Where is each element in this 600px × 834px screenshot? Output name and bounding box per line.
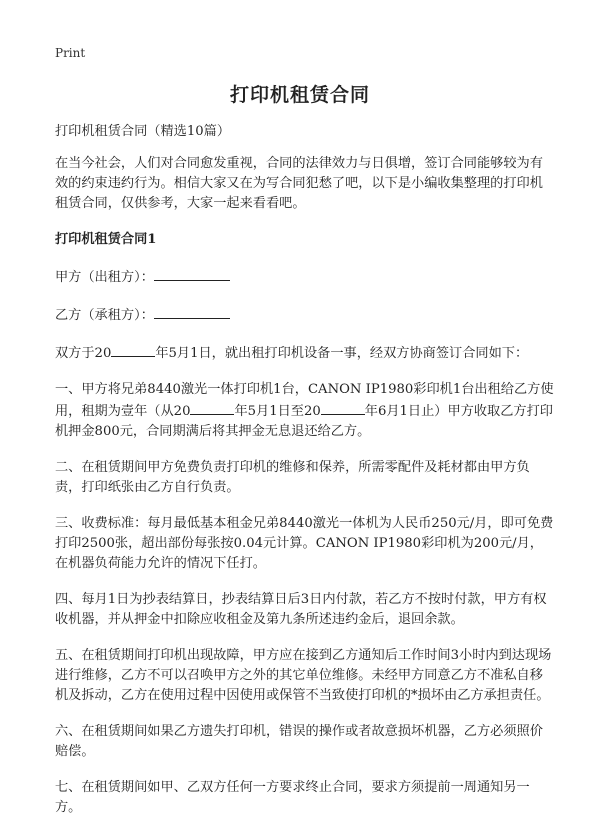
agreement-prefix: 双方于20 xyxy=(55,346,112,361)
clause-3: 三、收费标准：每月最低基本租金兄弟8440激光一体机为人民币250元/月，即可免费打印2500张，超出部份每张按0.04元计算。CANON IP1980彩印机为200元/月，在机器负荷能力允许的情况下任打。 xyxy=(55,516,554,571)
agreement-year-blank xyxy=(111,342,155,357)
clause-5: 五、在租赁期间打印机出现故障，甲方应在接到乙方通知后工作时间3小时内到达现场进行维修，乙方不可以召唤甲方之外的其它单位维修。未经甲方同意乙方不准私自移机及拆动，乙方在使用过程中因使用或保管不当致使打印机的*损坏由乙方承担责任。 xyxy=(55,648,552,703)
print-label: Print xyxy=(55,46,86,60)
party-b-label: 乙方（承租方）： xyxy=(55,308,154,323)
agreement-line xyxy=(55,342,555,364)
clause-1-part-b: 年5月1日至20 xyxy=(234,404,321,419)
intro-line: 打印机租赁合同（精选10篇） xyxy=(55,124,231,139)
clause-6: 六、在租赁期间如果乙方遗失打印机，错误的操作或者故意损坏机器，乙方必须照价赔偿。 xyxy=(55,724,543,759)
agreement-suffix: 年5月1日，就出租打印机设备一事，经双方协商签订合同如下： xyxy=(155,346,529,361)
document-body xyxy=(55,122,555,834)
party-a-line xyxy=(55,266,555,288)
party-a-label: 甲方（出租方）： xyxy=(55,270,154,285)
section-title: 打印机租赁合同1 xyxy=(55,232,157,247)
clause-2: 二、在租赁期间甲方免费负责打印机的维修和保养，所需零配件及耗材都由甲方负责，打印纸张由乙方自行负责。 xyxy=(55,460,530,495)
intro-paragraph: 在当今社会，人们对合同愈发重视，合同的法律效力与日俱增，签订合同能够较为有效的约束违约行为。相信大家又在为写合同犯愁了吧，以下是小编收集整理的打印机租赁合同，仅供参考，大家一起来看看吧。 xyxy=(55,156,543,211)
clause-1-part-a: 一、甲方将兄弟8440激光一体打印机1台，CANON IP1980彩印机1台出租给乙方使用，租期为壹年（从20 xyxy=(55,382,554,419)
clause-1-end-year-blank xyxy=(321,400,365,415)
clause-1 xyxy=(55,380,555,442)
party-b-line xyxy=(55,304,555,326)
clause-1-start-year-blank xyxy=(190,400,234,415)
clause-7: 七、在租赁期间如甲、乙双方任何一方要求终止合同，要求方须提前一周通知另一方。 xyxy=(55,780,530,815)
party-b-blank xyxy=(154,304,230,319)
party-a-blank xyxy=(154,266,230,281)
document-title: 打印机租赁合同 xyxy=(229,84,370,106)
clause-4: 四、每月1日为抄表结算日，抄表结算日后3日内付款，若乙方不按时付款，甲方有权收机器，并从押金中扣除应收租金及第九条所述违约金后，退回余款。 xyxy=(55,592,547,627)
clause-1-part-c: 年6月1日止）甲方收取乙方打印机押金800元，合同期满后将其押金无息退还给乙方。 xyxy=(55,404,553,439)
